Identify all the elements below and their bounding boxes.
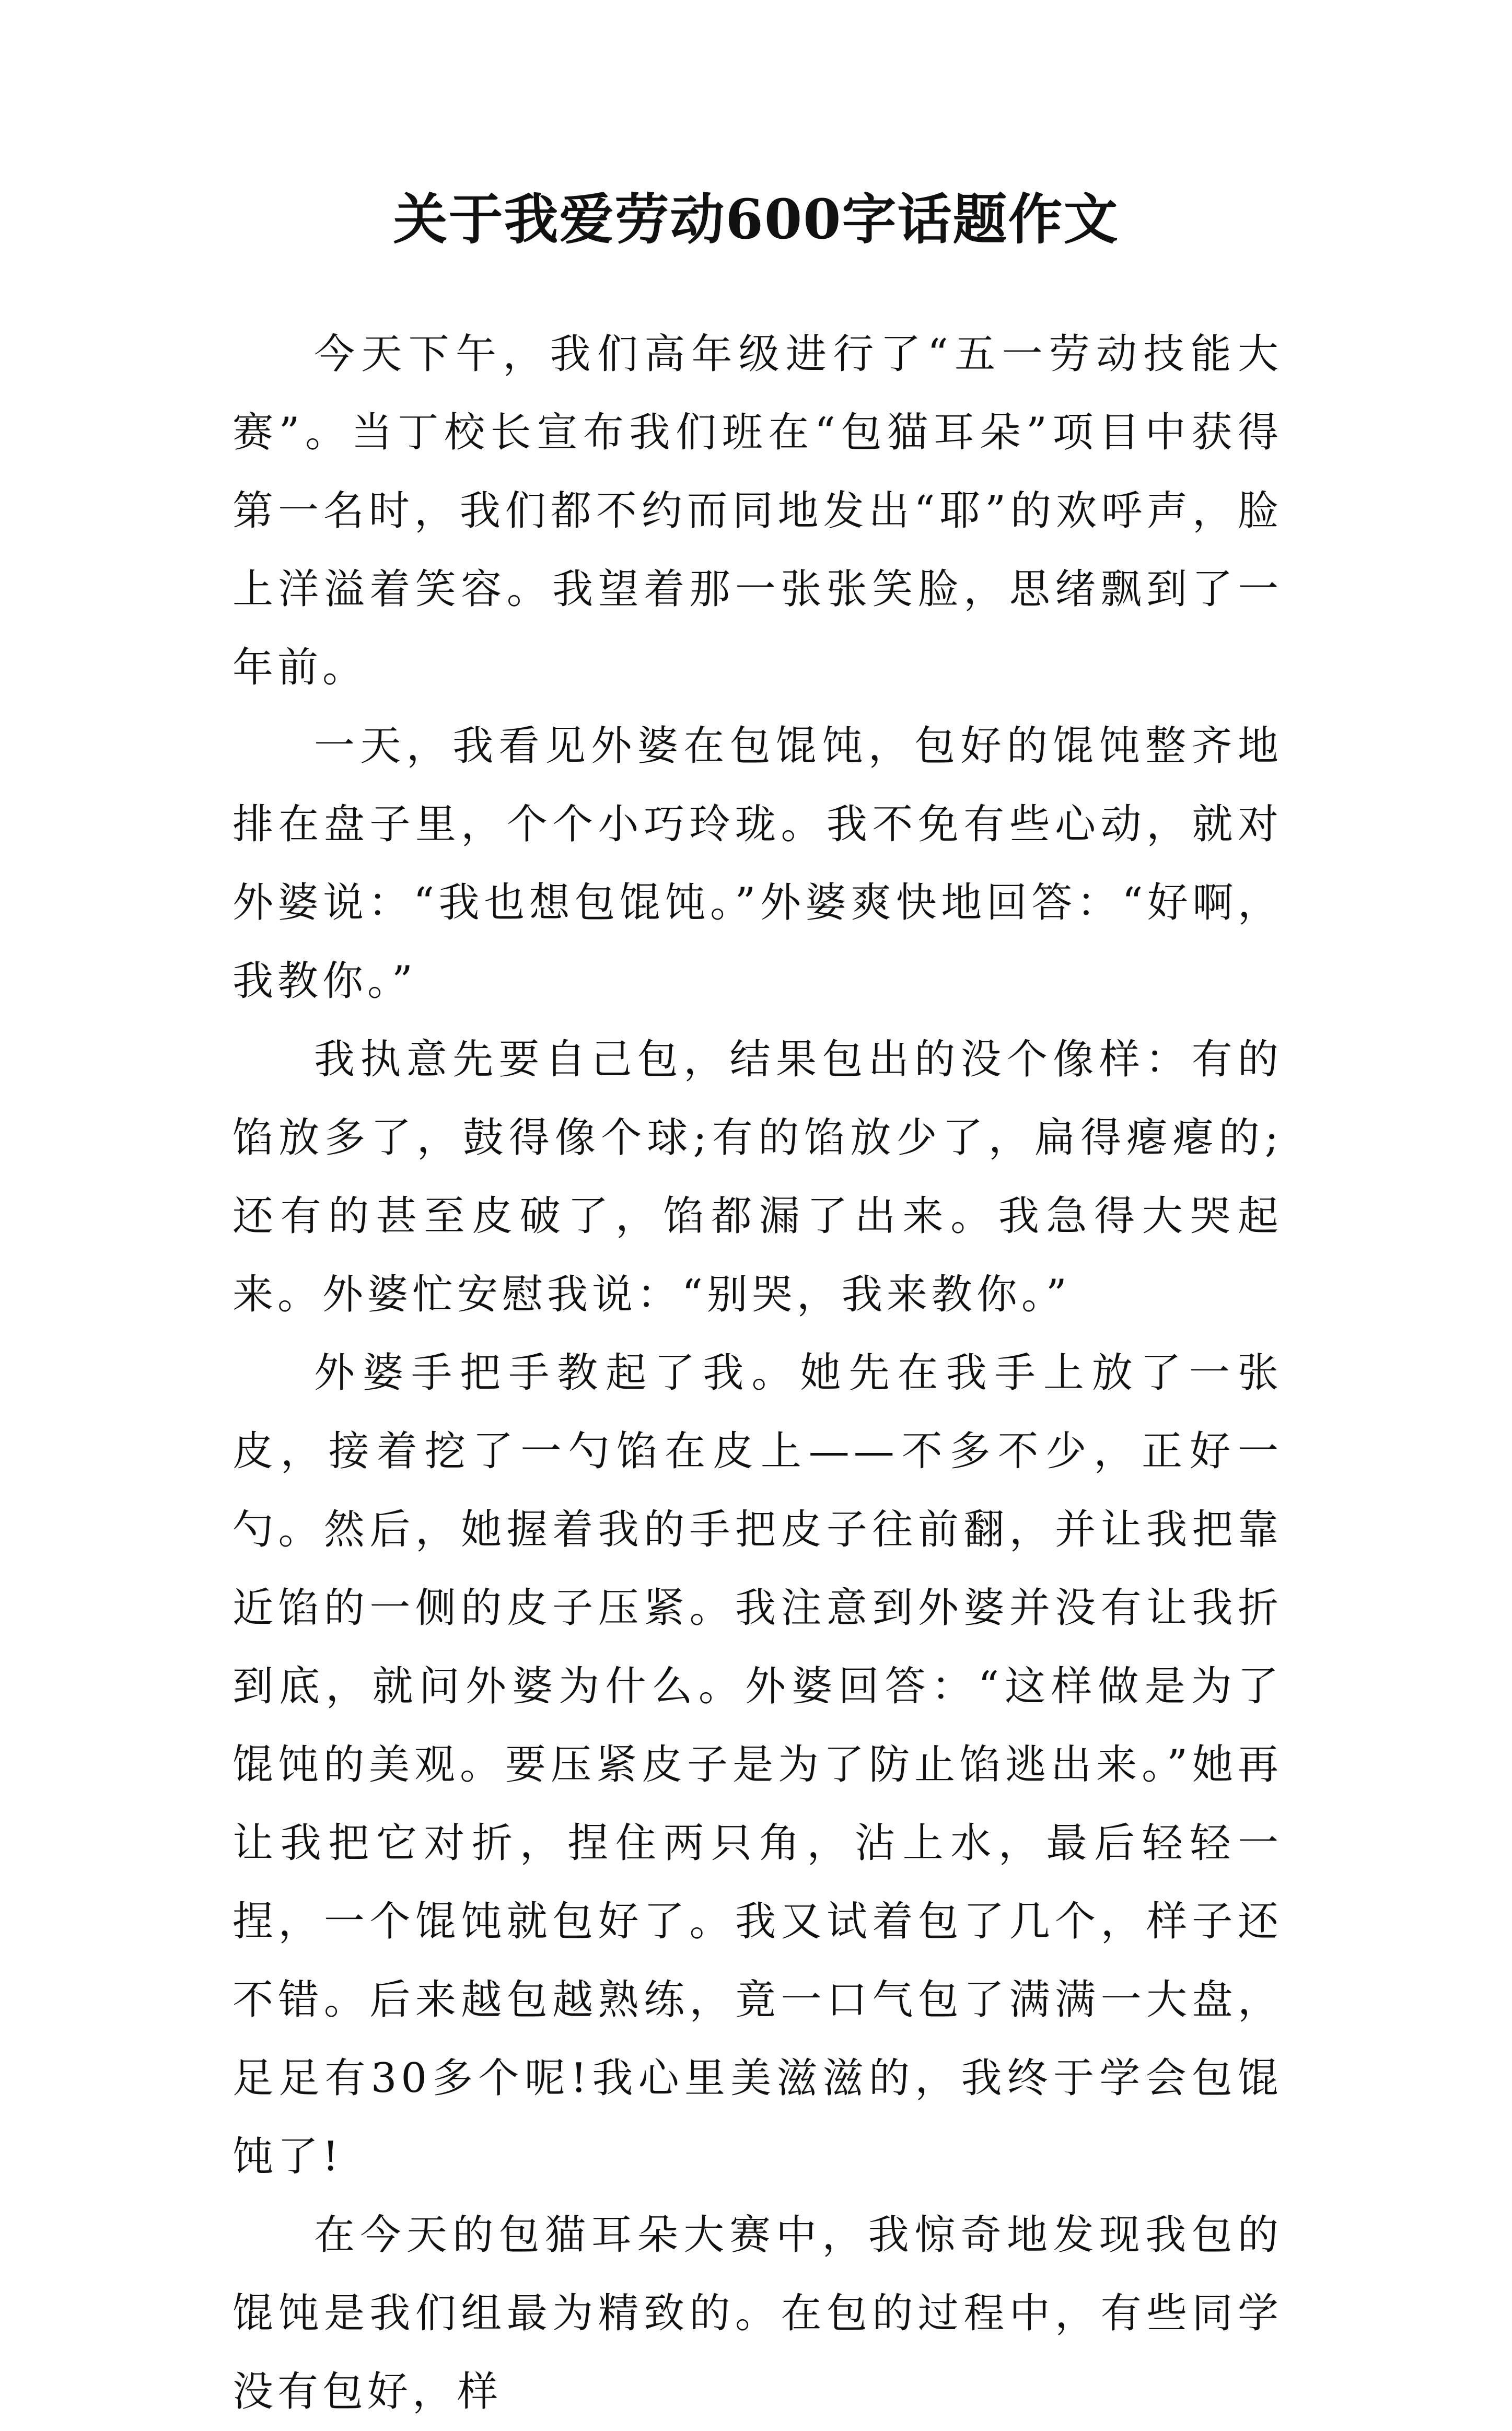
paragraph-5: 在今天的包猫耳朵大赛中，我惊奇地发现我包的馄饨是我们组最为精致的。在包的过程中，有些同学没有包好，样 bbox=[232, 2212, 1283, 2415]
paragraph-3: 我执意先要自己包，结果包出的没个像样：有的馅放多了，鼓得像个球;有的馅放少了，扁得瘪瘪的;还有的甚至皮破了，馅都漏了出来。我急得大哭起来。外婆忙安慰我说：“别哭，我来教你。” bbox=[232, 1036, 1283, 1318]
paragraph-2: 一天，我看见外婆在包馄饨，包好的馄饨整齐地排在盘子里，个个小巧玲珑。我不免有些心动，就对外婆说：“我也想包馄饨。”外婆爽快地回答：“好啊，我教你。” bbox=[232, 723, 1283, 1005]
paragraph-4: 外婆手把手教起了我。她先在我手上放了一张皮，接着挖了一勺馅在皮上——不多不少，正好一勺。然后，她握着我的手把皮子往前翻，并让我把靠近馅的一侧的皮子压紧。我注意到外婆并没有让我折到底，就问外婆为什么。外婆回答：“这样做是为了馄饨的美观。要压紧皮子是为了防止馅逃出来。”她再让我把它对折，捏住两只角，沾上水，最后轻轻一捏，一个馄饨就包好了。我又试着包了几个，样子还不错。后来越包越熟练，竟一口气包了满满一大盘，足足有30多个呢!我心里美滋滋的，我终于学会包馄饨了! bbox=[232, 1350, 1283, 2180]
paragraph-1: 今天下午，我们高年级进行了“五一劳动技能大赛”。当丁校长宣布我们班在“包猫耳朵”项目中获得第一名时，我们都不约而同地发出“耶”的欢呼声，脸上洋溢着笑容。我望着那一张张笑脸，思绪飘到了一年前。 bbox=[232, 331, 1283, 691]
document-title: 关于我爱劳动600字话题作文 bbox=[393, 187, 1119, 251]
document-body bbox=[232, 315, 1283, 2431]
